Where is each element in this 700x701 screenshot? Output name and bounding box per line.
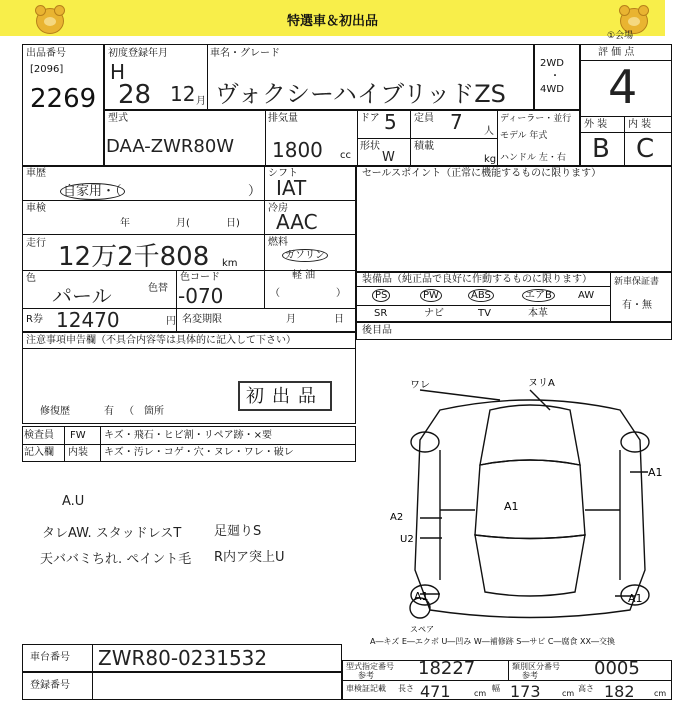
drive-2wd: 2WD bbox=[540, 58, 564, 69]
diagram-mark-a2: A2 bbox=[390, 512, 404, 523]
diagram-mark-a1-rear-right: A1 bbox=[628, 592, 643, 605]
diagram-mark-crack: ワレ bbox=[410, 380, 430, 391]
shape-value: W bbox=[382, 150, 395, 165]
car-damage-diagram bbox=[380, 370, 680, 640]
diagram-mark-a1-rear-left: A1 bbox=[414, 590, 429, 603]
fuel-paren-close: ） bbox=[336, 288, 346, 299]
mileage-value: 12万2千808 bbox=[58, 242, 210, 272]
class-label: 類別区分番号 bbox=[512, 662, 560, 671]
shape-label: 形状 bbox=[360, 141, 380, 152]
inspector-label-1: 検査員 bbox=[24, 430, 54, 441]
displacement-value: 1800 bbox=[272, 138, 323, 162]
dims-label: 車検証記載 bbox=[346, 684, 386, 693]
name-change-month: 月 bbox=[286, 314, 296, 325]
chassis-value: ZWR80-0231532 bbox=[98, 646, 268, 670]
fuel-diesel: 軽 油 bbox=[292, 270, 316, 281]
capacity-value: 7 bbox=[450, 110, 463, 134]
hw-note-3: 足廻りS bbox=[214, 524, 262, 539]
recycle-unit: 円 bbox=[166, 316, 176, 327]
reg-number-label: 登録番号 bbox=[30, 680, 70, 691]
capacity-unit: 人 bbox=[484, 126, 494, 137]
color-code-value: -070 bbox=[178, 284, 224, 308]
type-cert-value: 18227 bbox=[418, 658, 476, 679]
recycle-label: R券 bbox=[26, 314, 43, 325]
diagram-mark-u2: U2 bbox=[400, 534, 414, 545]
repair-label: 修復歴 bbox=[40, 406, 70, 417]
inspection-day: 日) bbox=[226, 218, 240, 229]
inspector-row1: キズ・飛石・ヒビ割・リペア跡・×要 bbox=[104, 430, 272, 441]
equip-abs-label: ABS bbox=[468, 289, 494, 302]
equipment-label: 装備品（純正品で良好に作動するものに限ります） bbox=[362, 274, 592, 285]
displacement-label: 排気量 bbox=[268, 113, 298, 124]
usage-value bbox=[60, 180, 125, 199]
inspector-row1-head: FW bbox=[70, 430, 86, 441]
diagram-mark-paint: ヌリA bbox=[528, 378, 555, 389]
diagram-mark-a1-center: A1 bbox=[504, 500, 519, 513]
width-unit: cm bbox=[562, 689, 575, 698]
height-value: 182 bbox=[604, 682, 635, 701]
model-label: 型式 bbox=[108, 113, 128, 124]
rating-label: 評 価 点 bbox=[598, 47, 635, 58]
equip-pw-label: PW bbox=[420, 289, 442, 302]
exterior-label: 外 装 bbox=[584, 119, 608, 130]
color-label: 色 bbox=[26, 273, 36, 284]
inspector-label-2: 記入欄 bbox=[24, 447, 54, 458]
inspection-label: 車検 bbox=[26, 203, 46, 214]
class-ref: 参考 bbox=[522, 671, 538, 680]
selling-points-label: セールスポイント（正常に機能するものに限ります） bbox=[362, 168, 602, 179]
banner-title: 特選車＆初出品 bbox=[286, 14, 378, 29]
warranty-value: 有・無 bbox=[622, 300, 652, 311]
reg-number-box bbox=[22, 672, 342, 700]
reg-era: H bbox=[110, 60, 126, 84]
door-label: ドア bbox=[360, 113, 380, 124]
color-change-label: 色替 bbox=[148, 283, 168, 294]
equip-navi: ナビ bbox=[424, 308, 444, 319]
reg-month-suffix: 月 bbox=[196, 96, 206, 107]
equip-airbag-label: エアB bbox=[522, 289, 555, 302]
exterior-grade: B bbox=[592, 134, 610, 164]
door-value: 5 bbox=[384, 110, 397, 134]
type-cert-ref: 参考 bbox=[358, 671, 374, 680]
hw-note-1: A.U bbox=[62, 494, 85, 509]
equip-abs bbox=[468, 290, 494, 302]
equip-sr: SR bbox=[374, 308, 388, 319]
fuel-paren-open: （ bbox=[270, 288, 280, 299]
usage-close: ） bbox=[248, 184, 262, 199]
equip-tv: TV bbox=[478, 308, 491, 319]
equip-airbag bbox=[522, 290, 555, 302]
interior-grade: C bbox=[636, 134, 655, 164]
hw-note-2: タレAW. スタッドレスT bbox=[42, 526, 182, 541]
hw-note-4: 天ババミちれ. ペイント毛 bbox=[40, 552, 192, 567]
shift-label: シフト bbox=[268, 168, 298, 179]
drive-4wd: 4WD bbox=[540, 84, 564, 95]
hw-note-5: R内ア突上U bbox=[214, 550, 285, 565]
name-change-day: 日 bbox=[334, 314, 344, 325]
reg-year: 28 bbox=[118, 80, 152, 110]
ac-label: 冷房 bbox=[268, 203, 288, 214]
diagram-mark-a1-right: A1 bbox=[648, 466, 663, 479]
color-code-label: 色コード bbox=[180, 272, 220, 283]
listing-number-label: 出品番号 bbox=[26, 48, 66, 59]
height-unit: cm bbox=[654, 689, 667, 698]
model-year-label: モデル 年式 bbox=[500, 131, 548, 141]
equip-aw: AW bbox=[578, 290, 595, 301]
first-reg-label: 初度登録年月 bbox=[108, 48, 168, 59]
fuel-gasoline-circled: ガソリン bbox=[282, 249, 328, 262]
inspector-row2-head: 内装 bbox=[68, 447, 88, 458]
length-label: 長さ bbox=[398, 684, 414, 693]
venue-label: ①会場 bbox=[607, 31, 634, 41]
mileage-label: 走行 bbox=[26, 238, 46, 249]
chassis-label: 車台番号 bbox=[30, 652, 70, 663]
drive-dot: ・ bbox=[550, 71, 560, 82]
length-unit: cm bbox=[474, 689, 487, 698]
fuel-gasoline bbox=[282, 250, 328, 262]
listing-number: 2269 bbox=[30, 84, 97, 114]
displacement-unit: cc bbox=[340, 150, 351, 161]
mileage-unit: km bbox=[222, 258, 238, 269]
height-label: 高さ bbox=[578, 684, 594, 693]
diagram-spare-label: スペア bbox=[410, 625, 434, 634]
load-label: 積載 bbox=[414, 141, 434, 152]
type-cert-label: 型式指定番号 bbox=[346, 662, 394, 671]
recycle-value: 12470 bbox=[56, 308, 120, 332]
class-value: 0005 bbox=[594, 658, 640, 679]
interior-label: 内 装 bbox=[628, 119, 652, 130]
name-change-label: 名変期限 bbox=[182, 314, 222, 325]
dealer-label: ディーラー・並行 bbox=[500, 114, 572, 124]
load-unit: kg bbox=[484, 154, 497, 165]
width-value: 173 bbox=[510, 682, 541, 701]
model-value: DAA-ZWR80W bbox=[106, 136, 235, 157]
usage-private: 自家用・（ bbox=[60, 183, 125, 200]
inspection-year: 年 bbox=[120, 218, 130, 229]
inspector-row2: キズ・汚レ・コゲ・穴・ヌレ・ワレ・破レ bbox=[104, 447, 294, 458]
length-value: 471 bbox=[420, 682, 451, 701]
usage-label: 車歴 bbox=[26, 168, 46, 179]
car-name: ヴォクシーハイブリッドZS bbox=[215, 80, 506, 108]
ac-value: AAC bbox=[276, 210, 318, 234]
repair-count: （ 箇所 bbox=[124, 406, 164, 417]
equip-leather: 本革 bbox=[528, 308, 548, 319]
equip-ps-label: PS bbox=[372, 289, 390, 302]
damage-legend: A―キズ E―エクボ U―凹み W―補修跡 S―サビ C―腐食 XX―交換 bbox=[370, 637, 616, 646]
equip-ps bbox=[372, 290, 390, 302]
car-name-label: 車名・グレード bbox=[210, 48, 280, 59]
inspection-month: 月( bbox=[176, 218, 190, 229]
color-value: パール bbox=[52, 284, 112, 308]
rear-seat-box bbox=[356, 322, 672, 340]
listing-code: [2096] bbox=[30, 64, 64, 75]
fuel-label: 燃料 bbox=[268, 237, 288, 248]
width-label: 幅 bbox=[492, 684, 500, 693]
equip-pw bbox=[420, 290, 442, 302]
warranty-label: 新車保証書 bbox=[614, 277, 660, 287]
rear-seat-label: 後目品 bbox=[362, 325, 392, 336]
handle-label: ハンドル 左・右 bbox=[500, 153, 566, 163]
notes-label: 注意事項申告欄（不具合内容等は具体的に記入して下さい） bbox=[26, 335, 296, 346]
first-listing-stamp: 初出品 bbox=[238, 381, 332, 411]
shift-value: IAT bbox=[276, 176, 307, 200]
selling-points-box bbox=[356, 166, 672, 272]
capacity-label: 定員 bbox=[414, 113, 434, 124]
rating-value: 4 bbox=[608, 60, 638, 114]
reg-month: 12 bbox=[170, 82, 196, 106]
repair-has: 有 bbox=[104, 406, 114, 417]
